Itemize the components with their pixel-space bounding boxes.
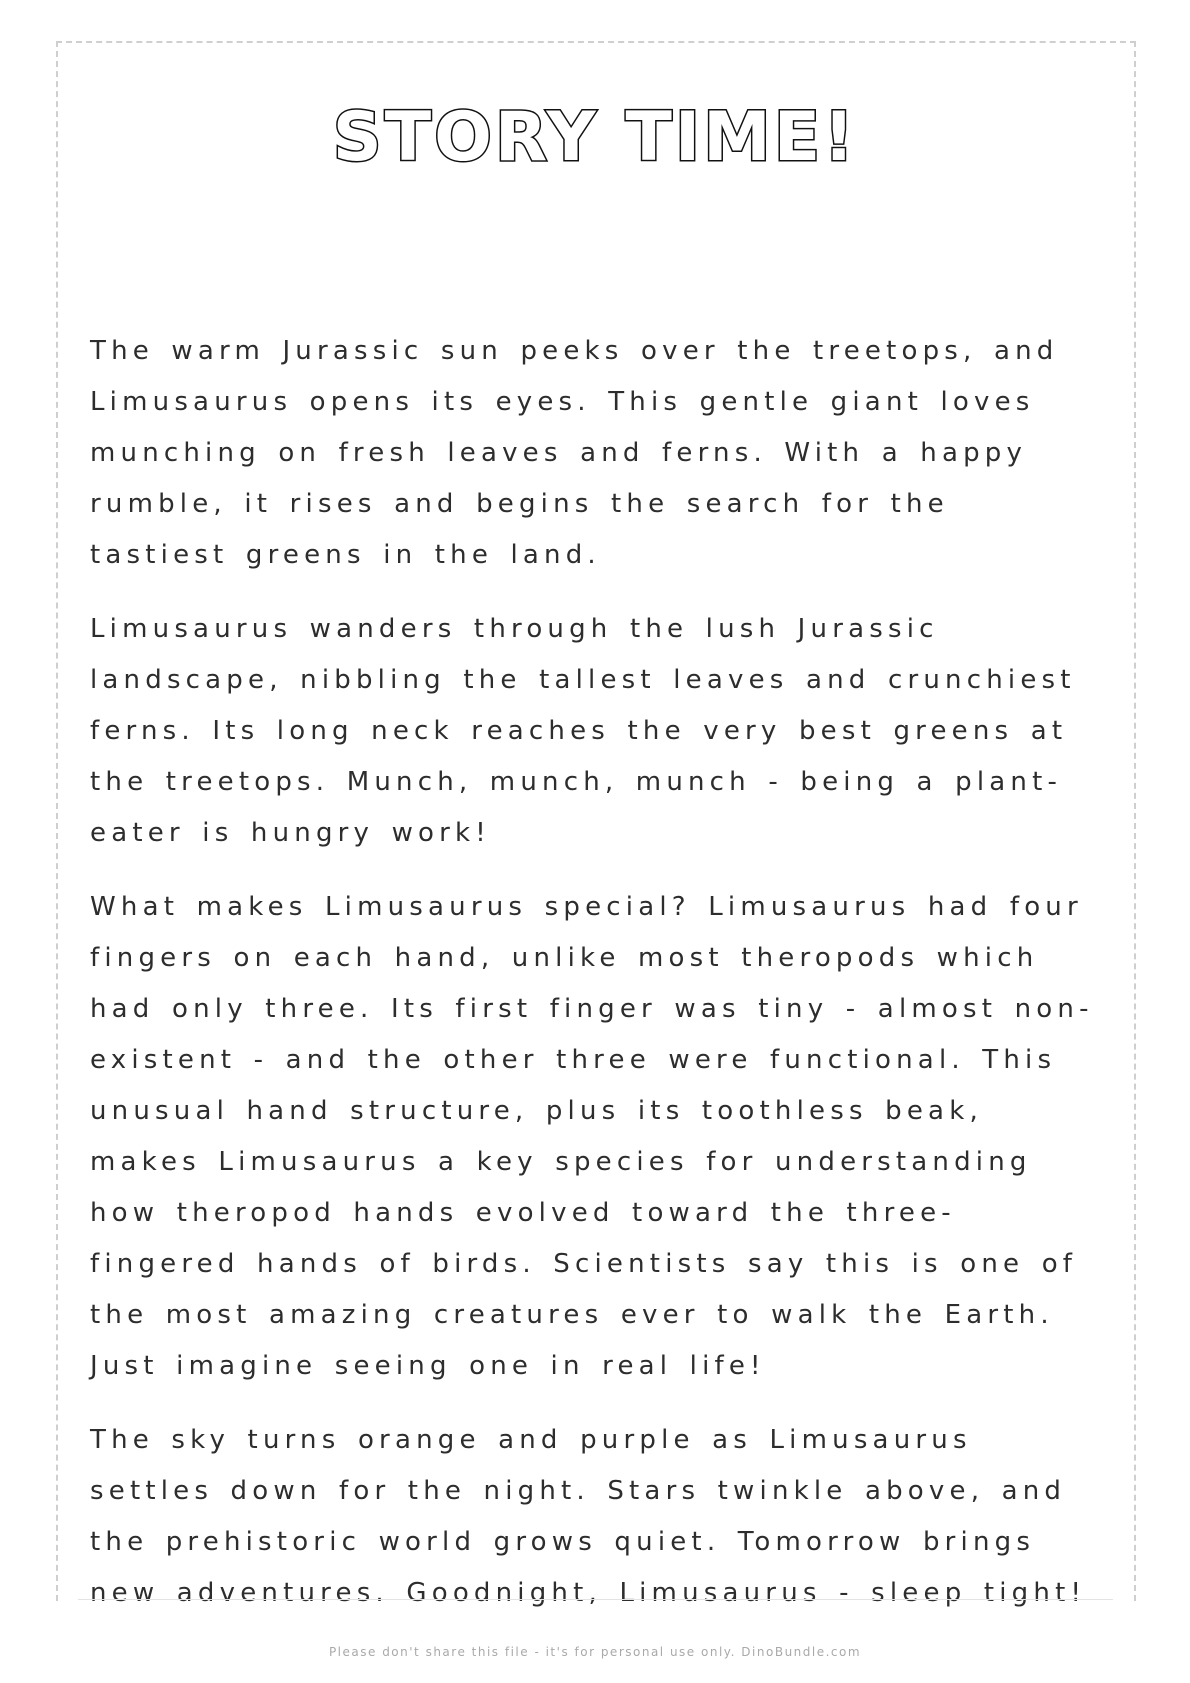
story-body [90, 326, 1100, 1642]
story-paragraph: Limusaurus wanders through the lush Jurassic landscape, nibbling the tallest leaves and crunchiest ferns. Its long neck reaches the very best greens at the treetops. Munch, munch, munch - being a plant-eater is hungry work! [90, 614, 1076, 848]
story-paragraph: What makes Limusaurus special? Limusaurus had four fingers on each hand, unlike most theropods which had only three. Its first finger was tiny - almost non-existent - and the other three were functional. This unusual hand structure, plus its toothless beak, makes Limusaurus a key species for understanding how theropod hands evolved toward the three-fingered hands of birds. Scientists say this is one of the most amazing creatures ever to walk the Earth. Just imagine seeing one in real life! [90, 892, 1094, 1381]
story-paragraph: The warm Jurassic sun peeks over the treetops, and Limusaurus opens its eyes. This gentle giant loves munching on fresh leaves and ferns. With a happy rumble, it rises and begins the search for the tastiest greens in the land. [90, 336, 1059, 570]
page-title: STORY TIME! [332, 98, 858, 177]
footer-note: Please don't share this file - it's for personal use only. DinoBundle.com [328, 1645, 862, 1659]
footer-divider [78, 1599, 1113, 1600]
story-paragraph: The sky turns orange and purple as Limusaurus settles down for the night. Stars twinkle above, and the prehistoric world grows quiet. Tomorrow brings new adventures. Goodnight, Limusaurus - sleep tight! [90, 1425, 1087, 1608]
